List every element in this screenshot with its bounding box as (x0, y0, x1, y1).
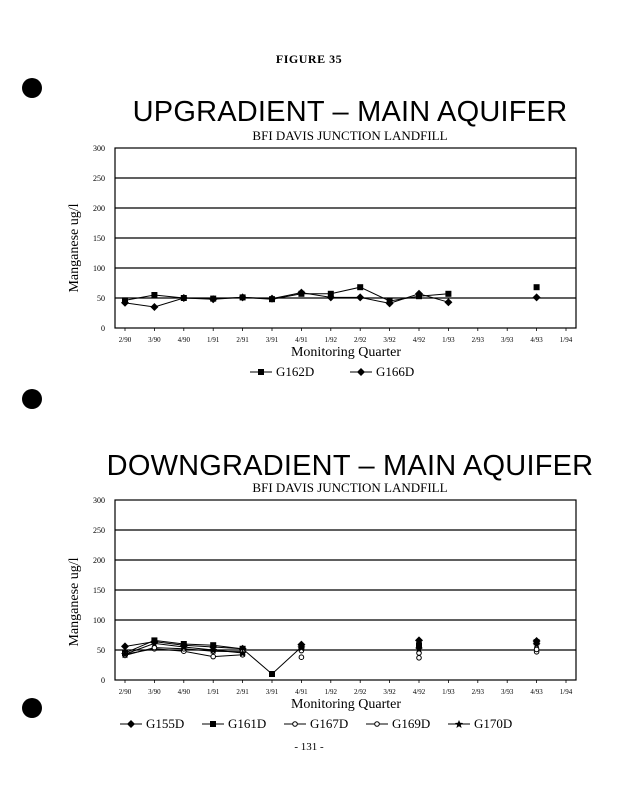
legend-marker (293, 722, 298, 727)
upgradient-subtitle: BFI DAVIS JUNCTION LANDFILL (252, 128, 448, 143)
x-tick-label: 1/93 (442, 688, 455, 696)
legend-item-g166d (350, 364, 414, 379)
data-point-g166d (356, 293, 364, 301)
y-tick-label: 300 (93, 144, 105, 153)
x-tick-label: 4/93 (530, 688, 543, 696)
x-tick-label: 2/90 (118, 336, 132, 344)
y-axis-label: Manganese ug/l (67, 203, 82, 293)
legend-item-g170d (448, 716, 512, 731)
x-tick-label: 2/93 (471, 336, 485, 344)
downgradient-chart (0, 492, 618, 737)
x-tick-label: 1/92 (324, 688, 338, 696)
x-tick-label: 3/92 (383, 688, 396, 696)
y-tick-label: 150 (93, 586, 105, 595)
legend-item-g169d (366, 716, 430, 731)
x-tick-label: 2/91 (236, 688, 249, 696)
y-tick-label: 200 (93, 204, 105, 213)
x-tick-label: 1/94 (559, 336, 573, 344)
x-tick-label: 4/90 (177, 688, 191, 696)
legend-marker (455, 720, 463, 728)
x-tick-label: 2/93 (471, 688, 485, 696)
series-line-g166d (125, 293, 448, 307)
legend-label: G166D (376, 364, 415, 379)
upgradient-title: UPGRADIENT – MAIN AQUIFER (132, 96, 568, 128)
data-point-g169d (534, 647, 539, 652)
data-point-g167d (211, 654, 216, 659)
legend-marker (375, 722, 380, 727)
downgradient-subtitle: BFI DAVIS JUNCTION LANDFILL (252, 480, 448, 495)
y-tick-label: 0 (101, 676, 105, 685)
figure-label: FIGURE 35 (275, 52, 343, 66)
x-axis-label: Monitoring Quarter (290, 697, 402, 712)
x-tick-label: 2/91 (236, 336, 249, 344)
x-axis-label: Monitoring Quarter (290, 345, 402, 360)
binder-hole (22, 389, 42, 409)
data-point-g162d (534, 284, 540, 290)
legend-item-g161d (202, 716, 266, 731)
x-tick-label: 4/92 (412, 688, 426, 696)
x-tick-label: 3/91 (265, 336, 279, 344)
y-tick-label: 100 (93, 616, 105, 625)
x-tick-label: 4/92 (412, 336, 426, 344)
data-point-g155d (121, 642, 129, 650)
y-tick-label: 250 (93, 174, 105, 183)
y-tick-label: 50 (97, 646, 105, 655)
y-tick-label: 100 (93, 264, 105, 273)
downgradient-title: DOWNGRADIENT – MAIN AQUIFER (106, 450, 594, 482)
x-tick-label: 4/91 (295, 688, 308, 696)
binder-hole (22, 78, 42, 98)
data-point-g166d (150, 303, 158, 311)
legend-label: G161D (228, 716, 267, 731)
x-tick-label: 3/90 (148, 336, 161, 344)
data-point-g166d (533, 293, 541, 301)
data-point-g161d (269, 671, 275, 677)
x-tick-label: 2/90 (118, 688, 132, 696)
legend-label: G169D (392, 716, 431, 731)
x-tick-label: 2/92 (353, 688, 367, 696)
legend-label: G155D (146, 716, 185, 731)
data-point-g162d (151, 292, 157, 298)
y-tick-label: 150 (93, 234, 105, 243)
x-tick-label: 1/91 (206, 688, 220, 696)
legend-item-g155d (120, 716, 184, 731)
legend-item-g162d (250, 364, 314, 379)
legend-label: G167D (310, 716, 349, 731)
legend-label: G170D (474, 716, 513, 731)
x-tick-label: 3/92 (383, 336, 396, 344)
x-tick-label: 3/93 (500, 336, 514, 344)
legend-item-g167d (284, 716, 348, 731)
x-tick-label: 4/91 (295, 336, 308, 344)
x-tick-label: 3/91 (265, 688, 279, 696)
data-point-g167d (299, 655, 304, 660)
legend-marker (258, 369, 264, 375)
data-point-g166d (444, 298, 452, 306)
x-tick-label: 1/93 (442, 336, 455, 344)
upgradient-chart (0, 140, 618, 385)
x-tick-label: 3/93 (500, 688, 514, 696)
series-line-g162d (125, 287, 448, 301)
y-tick-label: 300 (93, 496, 105, 505)
x-tick-label: 4/93 (530, 336, 543, 344)
page-number: - 131 - (294, 741, 324, 753)
legend-marker (127, 720, 135, 728)
series-g161d (122, 637, 540, 677)
legend-marker (210, 721, 216, 727)
y-tick-label: 50 (97, 294, 105, 303)
data-point-g162d (357, 284, 363, 290)
x-tick-label: 3/90 (148, 688, 161, 696)
data-point-g167d (417, 656, 422, 661)
x-tick-label: 1/91 (206, 336, 220, 344)
data-point-g162d (445, 291, 451, 297)
y-tick-label: 0 (101, 324, 105, 333)
x-tick-label: 1/94 (559, 688, 573, 696)
x-tick-label: 1/92 (324, 336, 338, 344)
y-tick-label: 250 (93, 526, 105, 535)
x-tick-label: 4/90 (177, 336, 191, 344)
x-tick-label: 2/92 (353, 336, 367, 344)
legend-marker (357, 368, 365, 376)
legend-label: G162D (276, 364, 315, 379)
y-tick-label: 200 (93, 556, 105, 565)
y-axis-label: Manganese ug/l (67, 557, 82, 647)
